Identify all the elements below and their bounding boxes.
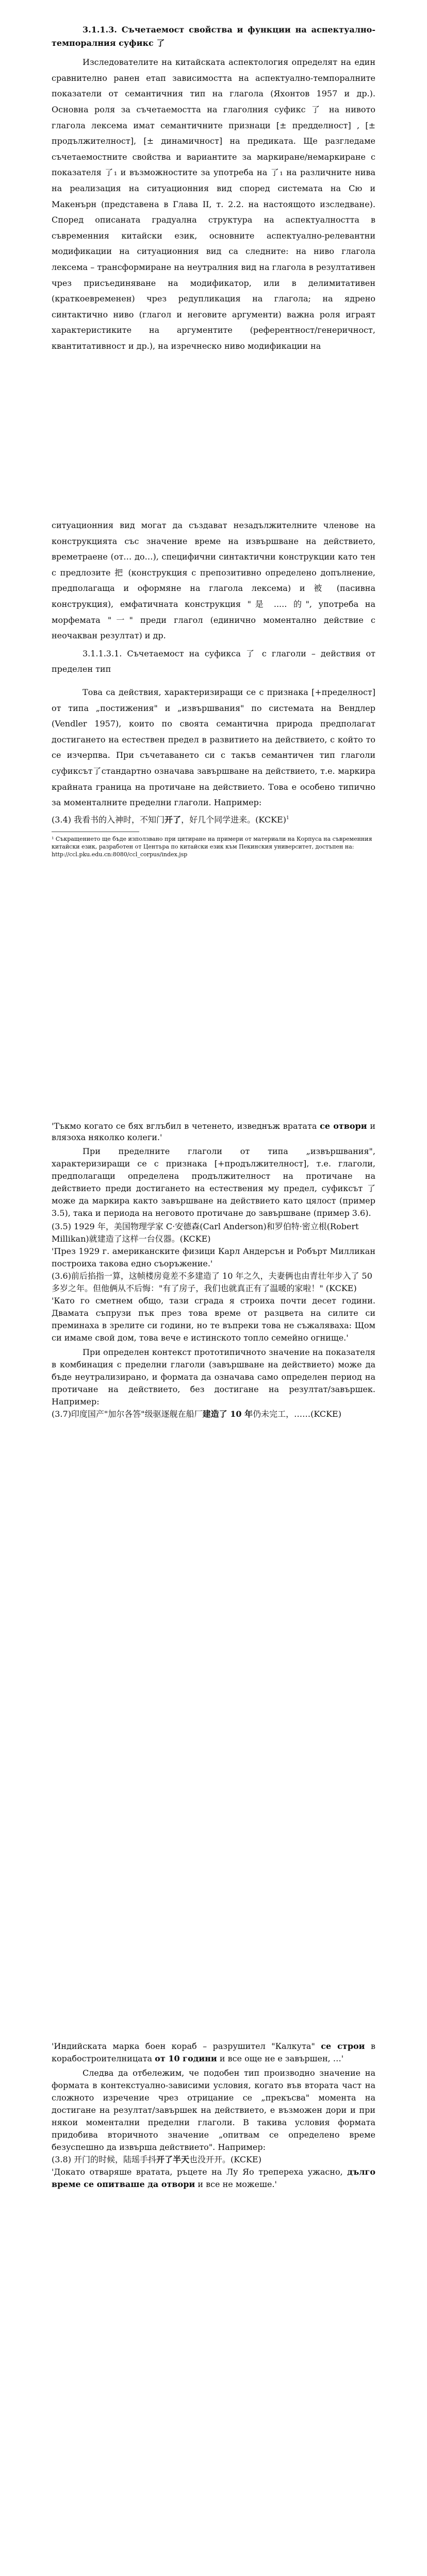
- example-text: ，好几个同学进来。(KCKE): [181, 815, 286, 825]
- translation-3-4: 'Тъкмо когато се бях вглъбил в четенето, изведнъж вратата се отвори и влязоха няколко колеги.': [52, 1121, 375, 1142]
- translation-3-8: 'Докато отваряше вратата, ръцете на Лу Яо трепереха ужасно, дълго време се опитваше да отвори и все не можеше.': [52, 2167, 375, 2189]
- translation-highlight: се отвори: [320, 1121, 367, 1131]
- example-highlight: 开了半天: [156, 2155, 190, 2164]
- paragraph: Изследователите на китайската аспектология определят на един сравнително ранен етап зависимостта на аспектуално-темпоралните показатели от семантичния тип на глагола (Яхонтов 1957 и др.). Основна роля за съчетаемостта на глаголния суфикс 了 на нивото глагола лексема имат семантичните признаци [± предделност] , [± продължителност], [± динамичност] на предиката. Ще разгледаме съчетаемостните свойства и вариантите за маркиране/немаркиране с показателя 了₁ и възможностите за употреба на 了₁ на различните нива на реализация на ситуационния вид според системата на Сю и Макенърн (представена в Глава II, т. 2.2. на настоящото изследване). Според описаната градуална структура на аспектуалността в съвременния китайски език, основните аспектуално-релевантни модификации на ситуационния вид са следните: на ниво глагола лексема – трансформиране на неутралния вид на глагола в резултативен чрез присъединяване на модификатор, или в делимитативен (краткоевременен) чрез редупликация на глагола; на ядрено синтактично ниво (глагол и неговите аргументи) важна роля играят характеристиките на аргументите (референтност/генеричност, квантитативност и др.), на изречнеско ниво модификации на: [52, 57, 375, 351]
- paragraph: ситуационния вид могат да създават незадължителните членове на конструкцията със значение време на извършване на действието, времетраене (от… до…), специфични синтактични конструкции като тен с предлозите 把 (конструкция с препозитивно определено допълнение, предполагаща и оформяне на глагола лексема) и 被 (пасивна конструкция), емфатичната конструкция "是 ..... 的", употреба на морфемата "一" преди глагол (единично моментално действие с неочакван резултат) и др.: [52, 520, 375, 641]
- section-heading: [52, 23, 375, 49]
- example-3-4: [52, 812, 375, 826]
- translation-3-7: 'Индийската марка боен кораб – разрушител "Калкута" се строи в корабостроителницата от 10 години и все още не е завършен, …': [52, 2041, 376, 2063]
- page-2: [0, 518, 427, 1033]
- paragraph: При пределните глаголи от типа „извършвания", характеризиращи се с признака [+продължителност], т.е. глаголи, предполагащи определена продължителност на протичане на действието преди достигането на естествения му предел, суфиксът 了 може да маркира както завършване на действието като цялост (пример 3.5), така и периода на неговото протичане до завършване (пример 3.6).: [52, 1146, 375, 1218]
- section-title: Съчетаемост свойства и функции на аспектуално-темпоралния суфикс 了: [52, 25, 375, 48]
- footnote-ref: 1: [286, 815, 289, 821]
- page-3: [0, 1121, 427, 2038]
- translation-highlight: се строи: [321, 2041, 365, 2051]
- section-number: 3.1.1.3.: [83, 25, 117, 35]
- translation-highlight: дълго време се опитваше да отвори: [52, 2167, 375, 2189]
- subsection-heading: 3.1.1.3.1. Съчетаемост на суфикса 了 с глаголи – действия от пределен тип: [52, 648, 375, 674]
- translation-3-6: 'Като го сметнем общо, тази сграда я строиха почти десет години. Двамата съпрузи пък през това време от разцвета на силите си преминаха в зрелите си години, но те въпреки това не съжаляваха: Щом си имаме свой дом, това вече е истинското топло семейно огнище.': [52, 1296, 375, 1343]
- example-highlight: 建造了 10 年: [202, 1409, 253, 1419]
- paragraph: Следва да отбележим, че подобен тип производно значение на формата в контекстуално-зависими условия, когато във втората част на сложното изречение чрез отрицание се „прекъсва" момента на достигане на резултат/завършек на действието, е възможен дори и при някои моментални пределни глаголи. В такива условия формата придобива вторичното значение „опитвам се определено време безуспешно да извърша действието". Например:: [52, 2068, 375, 2152]
- example-3-7: (3.7)印度国产"加尔各答"级驱逐舰在船厂建造了 10 年仍未完工，……(KCKE): [52, 1409, 341, 1419]
- example-text: 我看书的入神时，不知门: [74, 815, 165, 825]
- example-3-8: (3.8) 开门的时候，陆瑶手抖开了半天也没开开。(KCKE): [52, 2155, 261, 2164]
- paragraph: При определен контекст прототипичното значение на показателя в комбинация с пределни глаголи (завършване на действието) може да бъде неутрализирано, и формата да означава само определен период на протичане на действието, без достигане на резултат/завършек. Например:: [52, 1347, 375, 1406]
- page-4: [0, 2040, 427, 2576]
- paragraph: Това са действия, характеризиращи се с признака [+пределност] от типа „постижения" и „извършвания" по системата на Вендлер (Vendler 1957), които по своята семантична природа предполагат достигането на естествен предел в развитието на действието, с който то се изчерпва. При съчетаването си с такъв семантичен тип глаголи суфиксът了стандартно означава завършване на действието, т.е. маркира крайната граница на протичане на действието. Това е особено типично за моменталните пределни глаголи. Например:: [52, 687, 375, 808]
- example-3-5: (3.5) 1929 年，美国物理学家 C·安德森(Carl Anderson)和罗伯特·密立根(Robert Millikan)就建造了这样一台仪器。(KCKE): [52, 1222, 359, 1244]
- footnote: ¹ Съкращението ще бъде използвано при цитиране на примери от материали на Корпуса на съвременния китайски език, разработен от Центъра по китайски език към Пекинския университет, достъпен на: http://ccl.pku.edu.cn:8080/ccl_corpus/index.jsp: [52, 835, 372, 858]
- translation-3-5: 'През 1929 г. американските физици Карл Андерсън и Робърт Милликан построиха такова едно съоръжение.': [52, 1246, 375, 1268]
- example-number: (3.4): [52, 815, 71, 825]
- page-1: [0, 0, 427, 495]
- translation-highlight: от 10 години: [155, 2054, 217, 2063]
- example-highlight: 开了: [165, 815, 182, 825]
- example-3-6: (3.6)前后掐指一算，这帧楼房竟差不多建造了 10 年之久，夫妻俩也由青壮年步入了 50 多岁之年。但他俩从不后悔："有了房子，我们也就真正有了温暖的家啦！" (KCKE): [52, 1271, 372, 1293]
